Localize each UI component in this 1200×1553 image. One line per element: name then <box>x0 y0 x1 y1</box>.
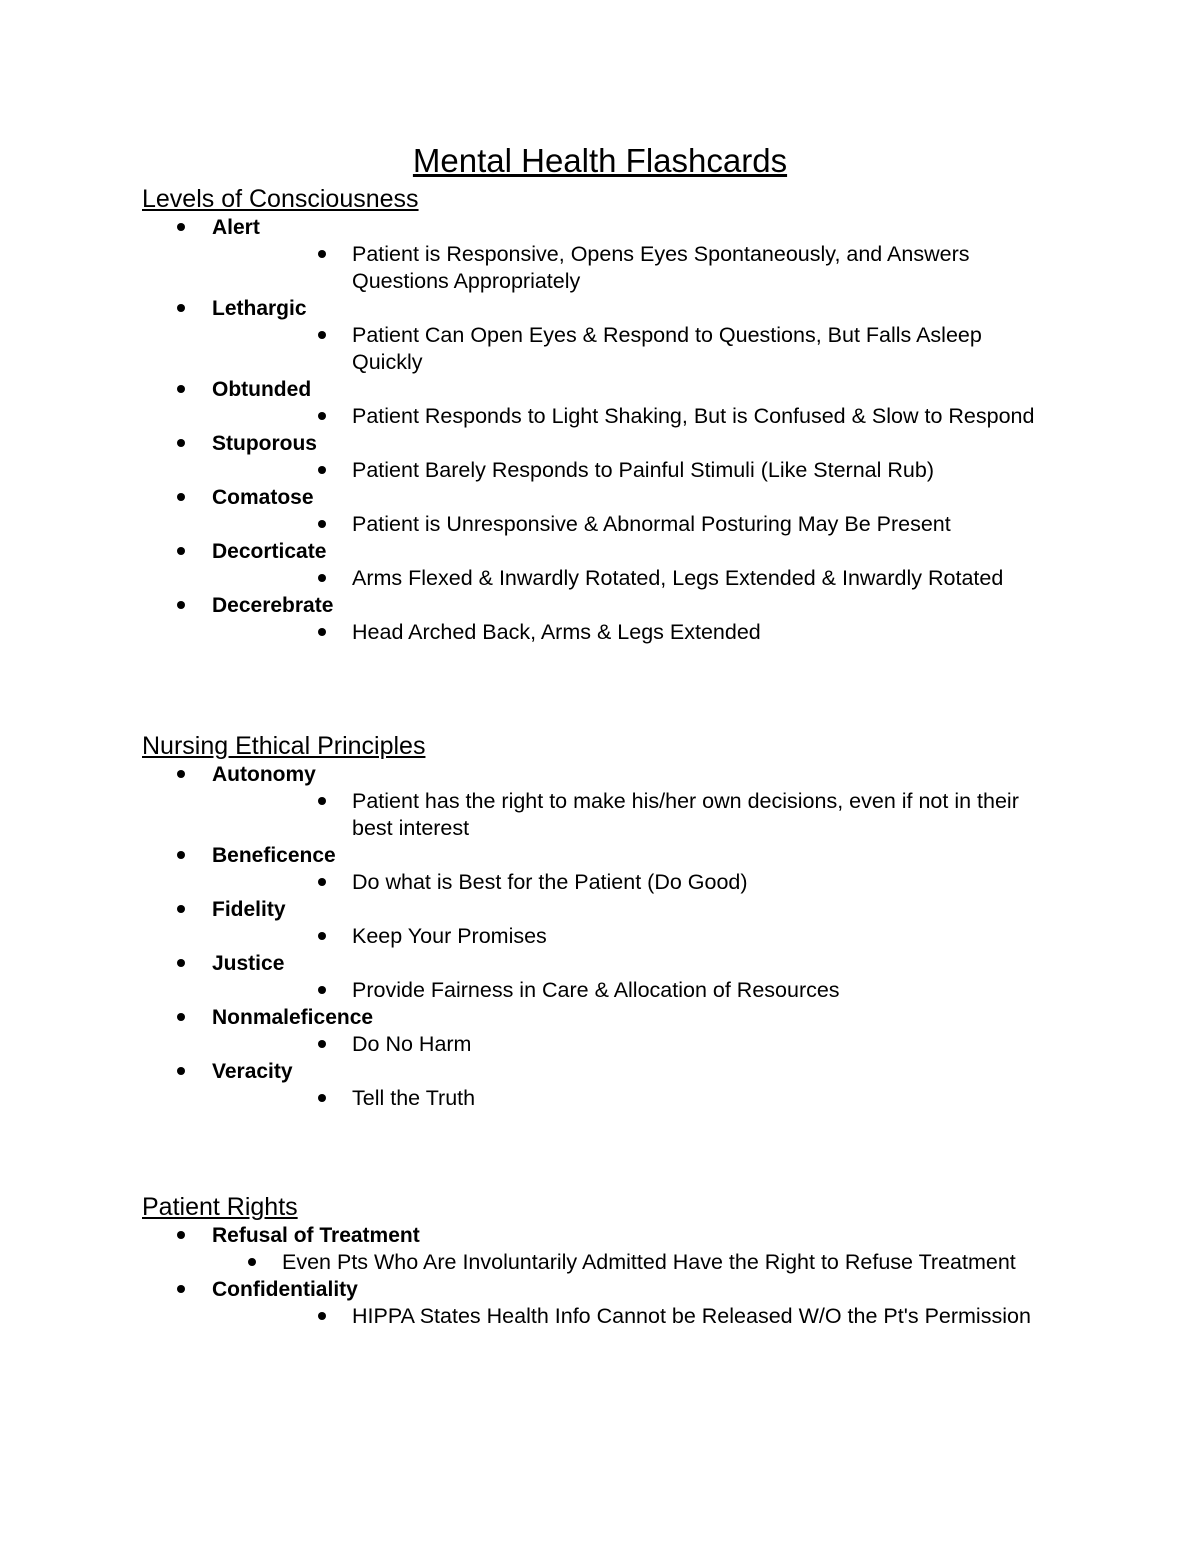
term-label: Beneficence <box>212 844 336 867</box>
term-label: Fidelity <box>212 898 286 921</box>
detail-item <box>142 788 1062 842</box>
bullet-icon <box>177 1067 185 1075</box>
bullet-icon <box>318 797 326 805</box>
detail-text: HIPPA States Health Info Cannot be Released W/O the Pt's Permission <box>352 1304 1031 1328</box>
term-item <box>142 484 1062 511</box>
detail-text: Even Pts Who Are Involuntarily Admitted Have the Right to Refuse Treatment <box>282 1250 1016 1274</box>
detail-text: Do No Harm <box>352 1032 472 1056</box>
detail-item <box>142 511 1062 538</box>
bullet-icon <box>177 851 185 859</box>
detail-item <box>142 619 1062 646</box>
bullet-icon <box>177 493 185 501</box>
section-heading: Levels of Consciousness <box>142 185 419 213</box>
term-label: Alert <box>212 216 260 239</box>
term-item <box>142 376 1062 403</box>
bullet-icon <box>318 878 326 886</box>
term-label: Confidentiality <box>212 1278 358 1301</box>
term-item <box>142 896 1062 923</box>
detail-item <box>142 241 1062 295</box>
bullet-icon <box>177 1285 185 1293</box>
detail-text: Arms Flexed & Inwardly Rotated, Legs Extended & Inwardly Rotated <box>352 566 1004 590</box>
detail-item <box>142 869 1062 896</box>
bullet-icon <box>177 304 185 312</box>
detail-text: Provide Fairness in Care & Allocation of Resources <box>352 978 840 1002</box>
bullet-icon <box>177 385 185 393</box>
page-title: Mental Health Flashcards <box>412 142 788 179</box>
bullet-icon <box>318 986 326 994</box>
bullet-icon <box>177 439 185 447</box>
term-item <box>142 1222 1062 1249</box>
term-label: Comatose <box>212 486 314 509</box>
term-item <box>142 1276 1062 1303</box>
bullet-icon <box>318 412 326 420</box>
bullet-icon <box>177 601 185 609</box>
bullet-icon <box>318 1094 326 1102</box>
term-item <box>142 295 1062 322</box>
section-heading: Nursing Ethical Principles <box>142 732 426 760</box>
detail-item <box>142 923 1062 950</box>
bullet-icon <box>318 628 326 636</box>
bullet-icon <box>318 331 326 339</box>
bullet-icon <box>177 1013 185 1021</box>
term-item <box>142 1058 1062 1085</box>
term-item <box>142 761 1062 788</box>
detail-item <box>142 1031 1062 1058</box>
term-label: Autonomy <box>212 763 316 786</box>
term-item <box>142 430 1062 457</box>
bullet-icon <box>177 905 185 913</box>
detail-text: Patient is Unresponsive & Abnormal Posturing May Be Present <box>352 512 951 536</box>
term-label: Decerebrate <box>212 594 334 617</box>
term-label: Justice <box>212 952 285 975</box>
term-label: Nonmaleficence <box>212 1006 374 1029</box>
term-item <box>142 538 1062 565</box>
detail-text: Patient is Responsive, Opens Eyes Spontaneously, and Answers Questions Appropriately <box>352 242 970 293</box>
detail-text: Patient has the right to make his/her own decisions, even if not in their best interest <box>352 789 1019 840</box>
term-label: Veracity <box>212 1060 293 1083</box>
bullet-icon <box>177 959 185 967</box>
bullet-icon <box>318 1040 326 1048</box>
bullet-icon <box>318 932 326 940</box>
detail-item <box>142 322 1062 376</box>
detail-item <box>142 565 1062 592</box>
detail-item <box>142 403 1062 430</box>
bullet-icon <box>177 770 185 778</box>
section-nursing-ethical-principles <box>142 731 1062 1112</box>
detail-text: Keep Your Promises <box>352 924 547 948</box>
bullet-icon <box>177 547 185 555</box>
detail-text: Tell the Truth <box>352 1086 476 1110</box>
section-patient-rights <box>142 1192 1062 1330</box>
term-label: Stuporous <box>212 432 317 455</box>
bullet-icon <box>248 1258 256 1266</box>
term-item <box>142 842 1062 869</box>
term-item <box>142 592 1062 619</box>
detail-text: Do what is Best for the Patient (Do Good) <box>352 870 748 894</box>
detail-text: Patient Barely Responds to Painful Stimuli (Like Sternal Rub) <box>352 458 934 482</box>
detail-item <box>142 977 1062 1004</box>
term-label: Lethargic <box>212 297 307 320</box>
term-item <box>142 1004 1062 1031</box>
bullet-icon <box>318 574 326 582</box>
section-levels-of-consciousness <box>142 184 1062 646</box>
term-label: Decorticate <box>212 540 327 563</box>
term-item <box>142 214 1062 241</box>
detail-text: Patient Can Open Eyes & Respond to Questions, But Falls Asleep Quickly <box>352 323 982 374</box>
term-label: Obtunded <box>212 378 312 401</box>
detail-text: Head Arched Back, Arms & Legs Extended <box>352 620 761 644</box>
term-label: Refusal of Treatment <box>212 1224 420 1247</box>
detail-item <box>142 1085 1062 1112</box>
detail-item <box>142 457 1062 484</box>
detail-item <box>142 1303 1062 1330</box>
bullet-icon <box>177 223 185 231</box>
bullet-icon <box>318 1312 326 1320</box>
bullet-icon <box>318 466 326 474</box>
detail-item <box>142 1249 1062 1276</box>
detail-text: Patient Responds to Light Shaking, But is Confused & Slow to Respond <box>352 404 1035 428</box>
bullet-icon <box>318 520 326 528</box>
section-heading: Patient Rights <box>142 1193 298 1221</box>
bullet-icon <box>177 1231 185 1239</box>
term-item <box>142 950 1062 977</box>
bullet-icon <box>318 250 326 258</box>
